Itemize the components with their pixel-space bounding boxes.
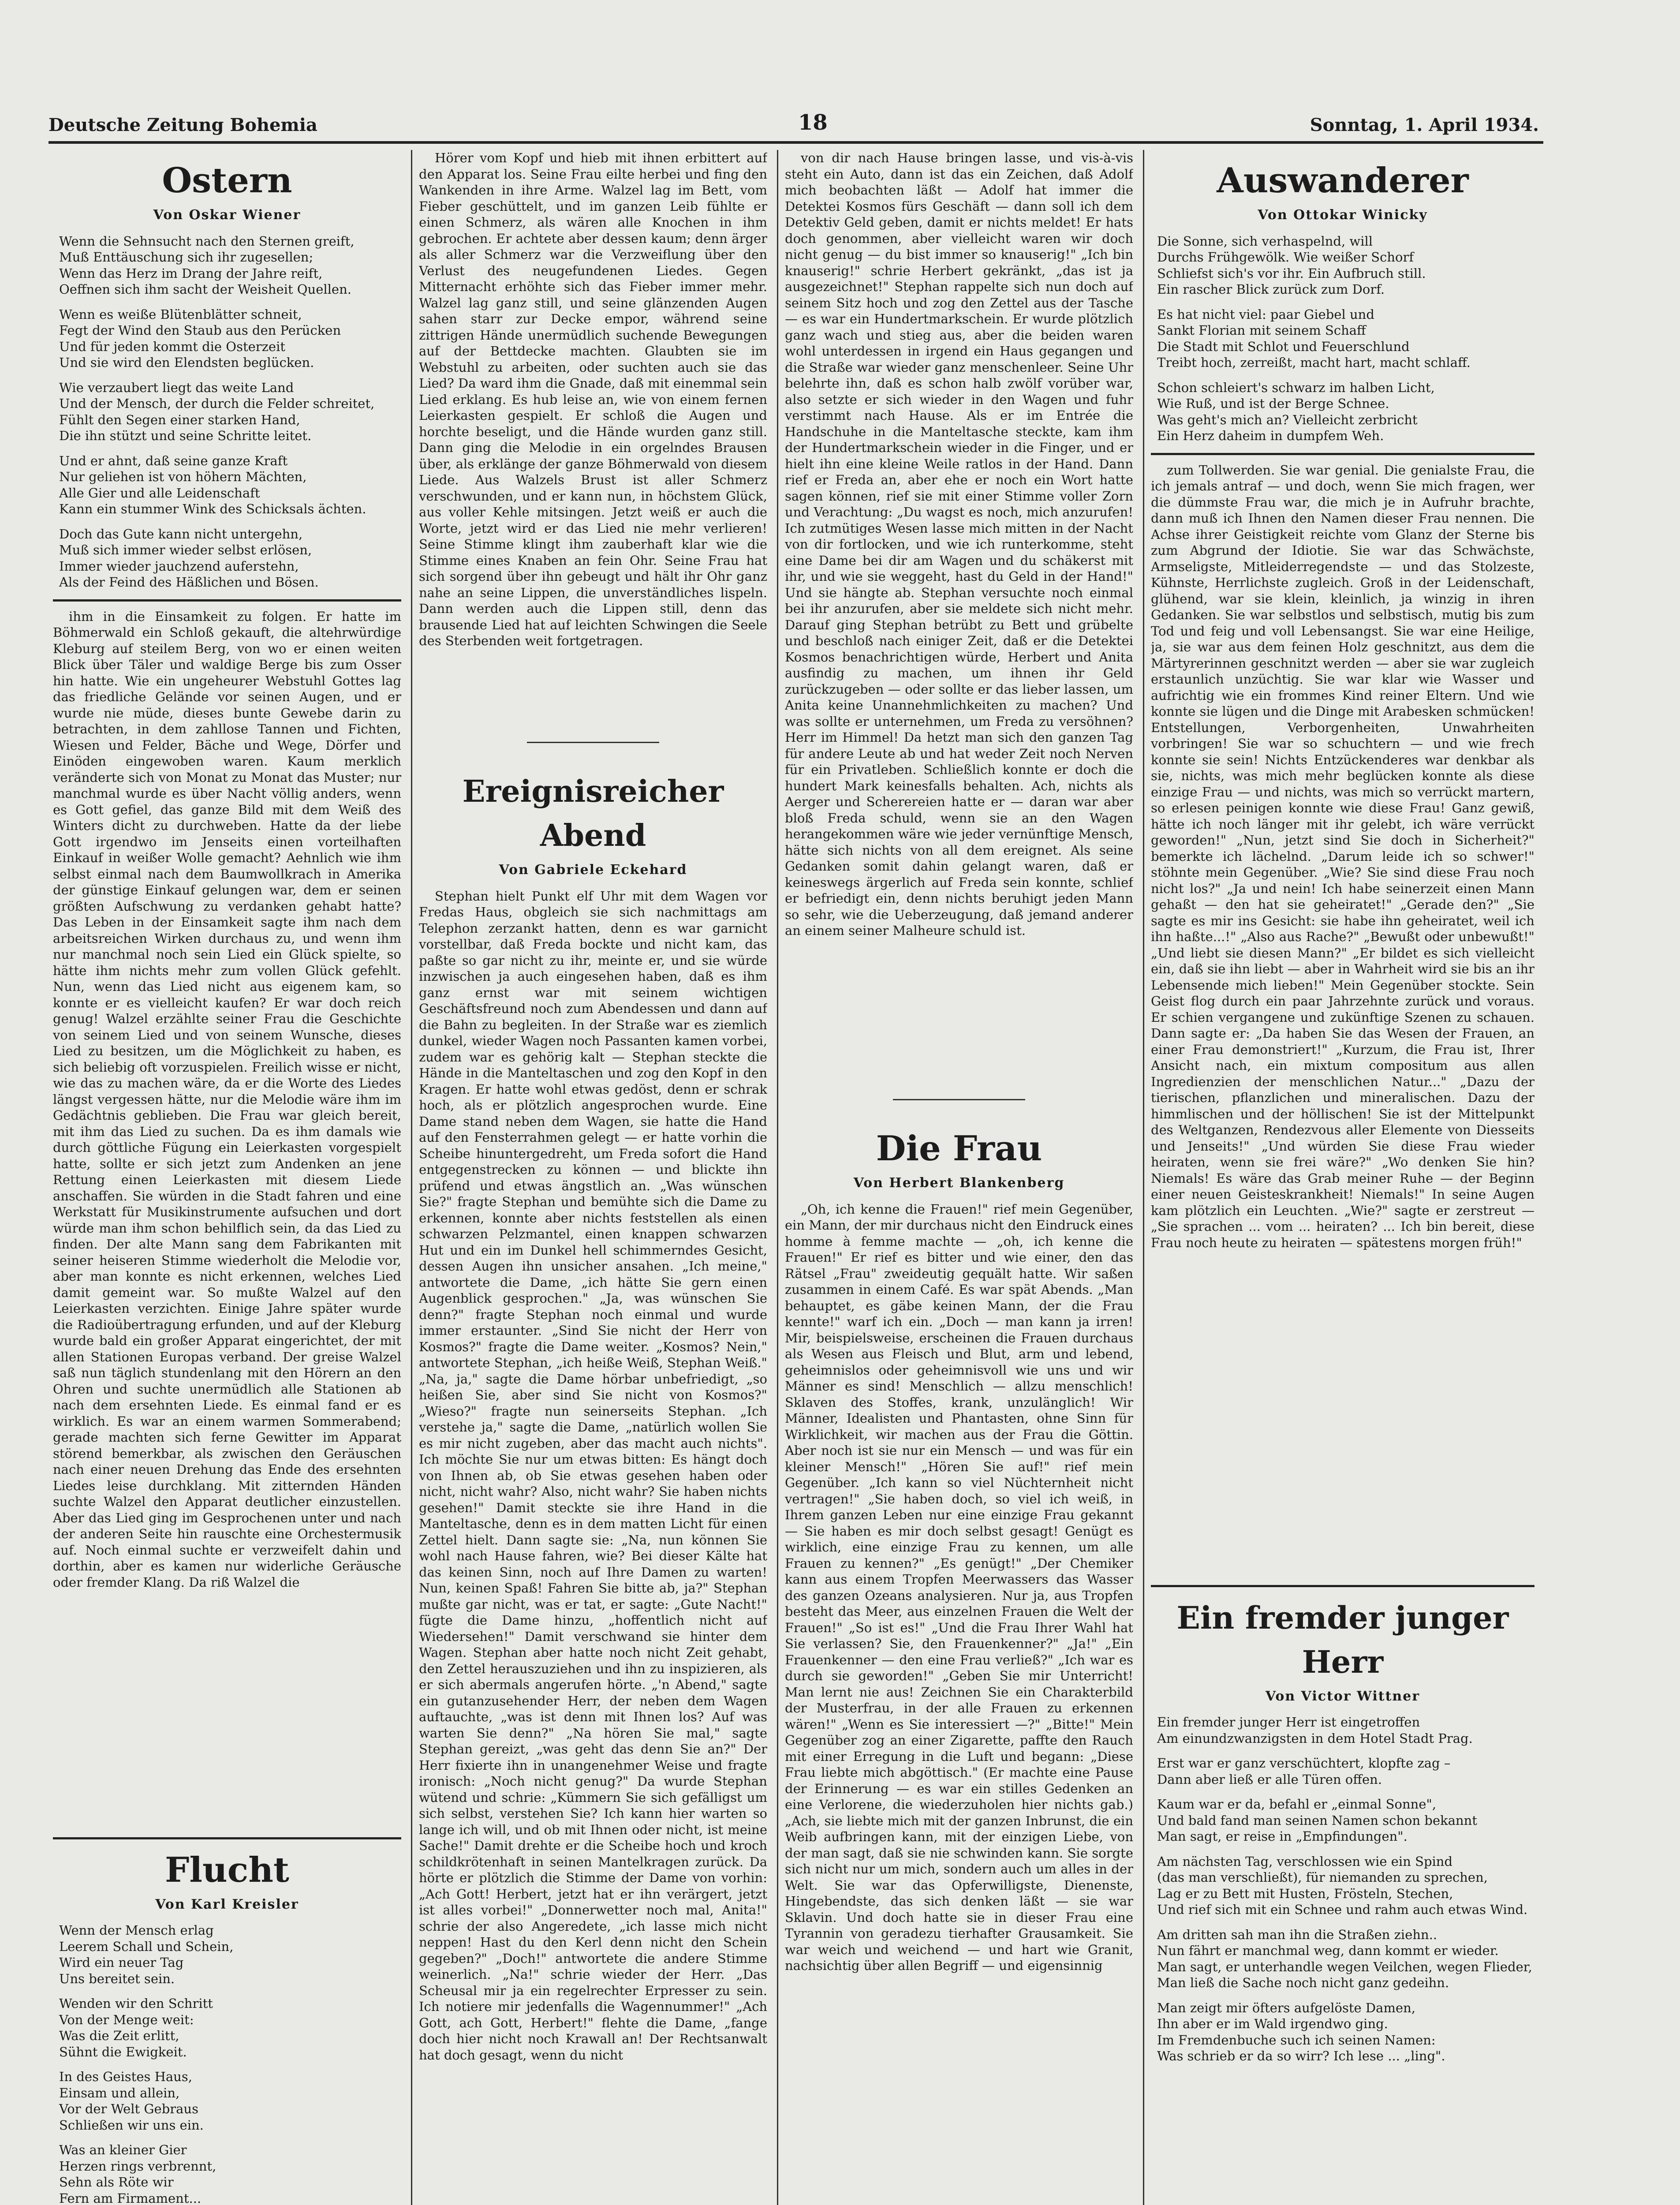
ein-fremder-junger-herr-byline: Von Victor Wittner bbox=[1265, 1688, 1420, 1704]
ereignisreicher-abend-title: Ereignisreicher Abend bbox=[462, 774, 724, 853]
auswanderer-stanza-2: Es hat nicht viel: paar Giebel und Sankt Florian mit seinem Schaff Die Stadt mit Schlot und Feuerschlund Treibt hoch, zerreißt, macht hart, macht schlaff. bbox=[1157, 306, 1471, 370]
issue-date: Sonntag, 1. April 1934. bbox=[1310, 115, 1539, 135]
ostern-stanza-1: Wenn die Sehnsucht nach den Sternen greift, Muß Enttäuschung sich ihr zugesellen; Wenn das Herz im Drang der Jahre reift, Oeffnen sich ihm sacht der Weisheit Quellen. bbox=[59, 233, 355, 297]
section-rule bbox=[527, 742, 659, 743]
ostern-poem bbox=[53, 233, 401, 590]
section-rule bbox=[1151, 1585, 1534, 1587]
auswanderer-title: Auswanderer bbox=[1217, 161, 1469, 201]
ein-fremder-junger-herr-title: Ein fremder junger Herr bbox=[1176, 1599, 1509, 1680]
column-divider bbox=[411, 150, 412, 2205]
column-divider bbox=[777, 150, 778, 2205]
story-continuation-text: Hörer vom Kopf und hieb mit ihnen erbittert auf den Apparat los. Seine Frau eilte herbei und fing den Wankenden in ihre Arme. Walzel lag im Bett, vom Fieber geschüttelt, und im ganzen Leib fühlte er einen Schmerz, als wären alle Knochen in ihm gebrochen. Er achtete aber dessen kaum; denn ärger als aller Schmerz war die Verzweiflung über den Verlust des neugefundenen Liedes. Gegen Mitternacht erhöhte sich das Fieber immer mehr. Walzel lag ganz still, und seine glänzenden Augen sahen starr zur Decke empor, während seine zittrigen Hände unermüdlich suchende Bewegungen auf der Bettdecke machten. Glaubten sie im Webstuhl zu arbeiten, oder suchten auch sie das Lied? Da ward ihm die Gnade, daß mit einemmal sein Lied erklang. Es hub leise an, wie von einem fernen Leierkasten gespielt. Er schloß die Augen und horchte beseligt, und die Hände wurden ganz still. Dann ging die Melodie in ein orgelndes Brausen über, als erklänge der ganze Böhmerwald von diesem Liede. Aus Walzels Brust ist aller Schmerz verschwunden, und er kann nun, in höchstem Glück, aus voller Kehle mitsingen. Jetzt weiß er auch die Worte, jetzt wird er das Lied nie mehr verlieren! Seine Stimme klingt ihm zauberhaft klar wie die Stimme eines Knaben an fein Ohr. Seine Frau hat sich sorgend über ihn gebeugt und hält ihr Ohr ganz nahe an seine Lippen, die unverständliches lispeln. Dann werden auch die Lippen still, denn das brausende Lied hat auf leichten Schwingen die Seele des Sterbenden weit fortgetragen. bbox=[419, 150, 767, 648]
column-1 bbox=[53, 150, 401, 2205]
auswanderer-byline: Von Ottokar Winicky bbox=[1258, 207, 1428, 223]
flucht-title: Flucht bbox=[165, 1850, 289, 1890]
ereignisreicher-abend-text: Stephan hielt Punkt elf Uhr mit dem Wagen vor Fredas Haus, obgleich sie sich nachmittags am Telephon zerzankt hatten, denn es war garnicht vorstellbar, daß Freda bockte und nicht kam, das paßte so gar nicht zu ihr, meinte er, und sie würde inzwischen ja auch eingesehen haben, daß es ihm ganz ernst war mit seinem wichtigen Geschäftsfreund noch zum Abendessen und dann auf die Bahn zu begleiten. In der Straße war es ziemlich dunkel, wieder Wagen noch Passanten kamen vorbei, zudem war es gehörig kalt — Stephan steckte die Hände in die Manteltaschen und zog den Kopf in den Kragen. Er hatte wohl etwas gedöst, denn er schrak hoch, als er plötzlich angesprochen wurde. Eine Dame stand neben dem Wagen, sie hatte die Hand auf den Fensterrahmen gelegt — er hatte vorhin die Scheibe hinuntergedreht, um Freda sofort die Hand entgegenstrecken zu können — und blickte ihn prüfend und etwas ängstlich an. „Was wünschen Sie?" fragte Stephan und bemühte sich die Dame zu erkennen, konnte aber nichts feststellen als einen schwarzen Pelzmantel, einen knappen schwarzen Hut und ein im Dunkel hell schimmerndes Gesicht, dessen Augen ihn unsicher ansahen. „Ich meine," antwortete die Dame, „ich hätte Sie gern einen Augenblick gesprochen." „Ja, was wünschen Sie denn?" fragte Stephan noch einmal und wurde immer erstaunter. „Sind Sie nicht der Herr von Kosmos?" fragte die Dame weiter. „Kosmos? Nein," antwortete Stephan, „ich heiße Weiß, Stephan Weiß." „Na, ja," sagte die Dame hörbar unbefriedigt, „so heißen Sie, aber sind Sie nicht von Kosmos?" „Wieso?" fragte nun seinerseits Stephan. „Ich verstehe ja," sagte die Dame, „natürlich wollen Sie es mir nicht zugeben, aber das macht auch nichts". Ich möchte Sie nur um etwas bitten: Es hängt doch von Ihnen ab, ob Sie etwas gesehen haben oder nicht, nicht wahr? Also, nicht wahr? Sie haben nichts gesehen!" Damit steckte sie ihre Hand in die Manteltasche, denn es in dem matten Licht für einen Zettel hielt. Dann sagte sie: „Na, nun können Sie wohl nach Hause fahren, wie? Bei dieser Kälte hat das keinen Sinn, noch auf Ihre Damen zu warten! Nun, keinen Spaß! Fahren Sie bitte ab, ja?" Stephan mußte gar nicht, was er tat, er sagte: „Gute Nacht!" fügte die Dame hinzu, „hoffentlich nicht auf Wiedersehen!" Damit verschwand sie hinter dem Wagen. Stephan aber hatte noch nicht Zeit gehabt, den Zettel herauszuziehen und ihn zu inspizieren, als er sich abermals angerufen hörte. „'n Abend," sagte ein gutanzusehender Herr, der neben dem Wagen auftauchte, „was ist denn mit Ihnen los? Auf was warten Sie denn?" „Na hören Sie mal," sagte Stephan gereizt, „was geht das denn Sie an?" Der Herr fixierte ihn in unangenehmer Weise und fragte ironisch: „Noch nicht genug?" Da wurde Stephan wütend und schrie: „Kümmern Sie sich gefälligst um sich selbst, verstehen Sie? Ich kann hier warten so lange ich will, und ob mit Ihnen oder nicht, ist meine Sache!" Damit drehte er die Scheibe hoch und kroch schildkrötenhaft in seinen Mantelkragen zurück. Da hörte er plötzlich die Stimme der Dame von vorhin: „Ach Gott! Herbert, jetzt hat er ihn verärgert, jetzt ist alles vorbei!" „Donnerwetter noch mal, Anita!" schrie der also Angeredete, „ich lasse mich nicht neppen! Hast du den Kerl denn nicht den Schein gegeben?" „Doch!" antwortete die andere Stimme weinerlich. „Na!" schrie wieder der Herr. „Das Scheusal mir ja ein regelrechter Erpresser zu sein. Ich notiere mir jedenfalls die Wagennummer!" „Ach Gott, ach Gott, Herbert!" flehte die Dame, „fange doch hier nicht noch Krawall an! Der Rechtsanwalt hat doch gesagt, wenn du nicht bbox=[419, 888, 767, 2063]
header-rule bbox=[49, 141, 1543, 144]
section-rule bbox=[53, 599, 401, 602]
fremder-stanza-4: Am nächsten Tag, verschlossen wie ein Spind (das man verschließt), für niemanden zu sprechen, Lag er zu Bett mit Husten, Frösteln, Stechen, Und rief sich mit ein Schnee und rahm auch etwas Wind. bbox=[1157, 1854, 1528, 1917]
flucht-stanza-2: Wenden wir den Schritt Von der Menge weit: Was die Zeit erlitt, Sühnt die Ewigkeit. bbox=[59, 1996, 213, 2059]
die-frau-continuation-text: zum Tollwerden. Sie war genial. Die genialste Frau, die ich jemals antraf — und doch, wenn Sie mich fragen, wer die dümmste Frau war, die mich je in Aufruhr brachte, dann muß ich Ihnen den Namen dieser Frau nennen. Die Achse ihrer Geistigkeit reichte vom Glanz der Sterne bis zum Abgrund der Idiotie. Sie war das Schwächste, Armseligste, Mitleiderregendste — und das Stolzeste, Kühnste, Herrlichste zugleich. Groß in der Leidenschaft, glühend, war sie klein, kleinlich, ja winzig in ihren Gedanken. Sie war selbstlos und selbstisch, mutig bis zum Tod und feig und voll Lebensangst. Sie war eine Heilige, ja, sie war aus dem feinen Holz geschnitzt, aus dem die Märtyrerinnen geschnitzt werden — aber sie war zugleich erstaunlich unzüchtig. Sie war klar wie Wasser und aufrichtig wie ein frommes Kind reiner Eltern. Und wie konnte sie lügen und die Dinge mit Arabesken schmücken! Entstellungen, Verborgenheiten, Unwahrheiten vorbringen! Sie war so schuchtern — und wie frech konnte sie sein! Nichts Entzückenderes war denkbar als sie, nichts, was mich mehr beglücken konnte als diese einzige Frau — und nichts, was mich so verrückt martern, so erlesen peinigen konnte wie diese Frau! Ganz gewiß, hätte ich noch länger mit ihr gelebt, ich wäre verrückt geworden!" „Nun, jetzt sind Sie doch in Sicherheit?" bemerkte ich lächelnd. „Darum leide ich so schwer!" stöhnte mein Gegenüber. „Wie? Sie sind diese Frau noch nicht los?" „Ja und nein! Ich habe seinerzeit einen Mann gehaßt — den hat sie geheiratet!" „Gerade den?" „Sie sagte es mir ins Gesicht: sie habe ihn geheiratet, weil ich ihn haßte...!" „Also aus Rache?" „Bewußt oder unbewußt!" „Und liebt sie diesen Mann?" „Er bildet es sich vielleicht ein, daß sie ihn liebt — aber in Wahrheit wird sie bis an ihr Lebensende mich lieben!" Mein Gegenüber stockte. Sein Geist flog durch ein paar Jahrzehnte zurück und voraus. Er schien vergangene und zukünftige Szenen zu schauen. Dann sagte er: „Da haben Sie das Wesen der Frauen, an einer Frau demonstriert!" „Kurzum, die Frau ist, Ihrer Ansicht nach, ein mixtum compositum aus allen Ingredienzien der menschlichen Natur..." „Dazu der tierischen, pflanzlichen und mineralischen. Dazu der himmlischen und der höllischen! Sie ist der Mittelpunkt des Weltganzen, Rendezvous aller Elemente von Diesseits und Jenseits!" „Und würden Sie diese Frau wieder heiraten, wenn sie frei wäre?" „Wo denken Sie hin? Niemals! Es wäre das Grab meiner Ruhe — der Beginn einer neuen Geisteskrankheit! Niemals!" In seine Augen kam plötzlich ein Leuchten. „Wie?" sagte er zerstreut — „Sie sprachen ... vom ... heiraten? ... Ich bin bereit, diese Frau noch heute zu heiraten — spätestens morgen früh!" bbox=[1151, 462, 1534, 1250]
ereignisreicher-abend-byline: Von Gabriele Eckehard bbox=[499, 862, 687, 878]
auswanderer-stanza-3: Schon schleiert's schwarz im halben Licht, Wie Ruß, und ist der Berge Schnee. Was geht's mich an? Vielleicht zerbricht Ein Herz daheim in dumpfem Weh. bbox=[1157, 380, 1435, 443]
ostern-title: Ostern bbox=[162, 161, 292, 201]
auswanderer-poem bbox=[1151, 233, 1534, 444]
die-frau-text: „Oh, ich kenne die Frauen!" rief mein Gegenüber, ein Mann, der mir durchaus nicht den Eindruck eines homme à femme machte — „oh, ich kenne die Frauen!" Er rief es bitter und wie einer, den das Rätsel „Frau" zweideutig gequält hatte. Wir saßen zusammen in einem Café. Es war spät Abends. „Man behauptet, es gäbe keinen Mann, der die Frau kennte!" warf ich ein. „Doch — man kann ja irren! Mir, beispielsweise, erscheinen die Frauen durchaus als Wesen aus Fleisch und Blut, arm und lebend, geheimnislos oder geheimnisvoll wie uns und wir Männer es sind! Menschlich — allzu menschlich! Sklaven des Stoffes, krank, unzulänglich! Wir Männer, Idealisten und Phantasten, ohne Sinn für Wirklichkeit, wir machen aus der Frau die Göttin. Aber noch ist sie nur ein Mensch — und was für ein kleiner Mensch!" „Hören Sie auf!" rief mein Gegenüber. „Ich kann so viel Nüchternheit nicht vertragen!" „Sie haben doch, so viel ich weiß, in Ihrem ganzen Leben nur eine einzige Frau gekannt — Sie haben es mir doch selbst gesagt! Genügt es wirklich, eine einzige Frau zu kennen, um alle Frauen zu kennen?" „Es genügt!" „Der Chemiker kann aus einem Tropfen Meerwassers das Wasser des ganzen Ozeans analysieren. Nur ja, aus Tropfen besteht das Meer, aus einzelnen Frauen die Welt der Frauen!" „So ist es!" „Und die Frau Ihrer Wahl hat Sie verlassen? Sie, den Frauenkenner?" „Ja!" „Ein Frauenkenner — den eine Frau verließ?" „Ich war es durch sie geworden!" „Geben Sie mir Unterricht! Man lernt nie aus! Zeichnen Sie ein Charakterbild der Musterfrau, in der alle Frauen zu erkennen wären!" „Wenn es Sie interessiert —?" „Bitte!" Mein Gegenüber zog an einer Zigarette, paffte den Rauch mit einer Erregung in die Luft und begann: „Diese Frau liebte mich abgöttisch." (Er machte eine Pause der Erinnerung — es war ein stilles Gedenken an eine Verlorene, die wiederzuholen hier nichts gab.) „Ach, sie liebte mich mit der ganzen Inbrunst, die ein Weib aufbringen kann, mit der einzigen Liebe, von der man sagt, daß sie nie schwinden kann. Sie sorgte sich nicht nur um mich, sondern auch um alles in der Welt. Sie war das Opferwilligste, Dienenste, Hingebendste, das sich denken läßt — sie war Sklavin. Und doch hatte sie in dieser Frau eine Tyrannin von geradezu tierhafter Grausamkeit. Sie war weich und weichend — und hart wie Granit, nachsichtig über allen Begriff — und eigensinnig bbox=[785, 1201, 1133, 1973]
column-2 bbox=[419, 150, 767, 2205]
ein-fremder-junger-herr-poem bbox=[1151, 1714, 1534, 2064]
flucht-byline: Von Karl Kreisler bbox=[155, 1896, 299, 1912]
fremder-stanza-3: Kaum war er da, befahl er „einmal Sonne", Und bald fand man seinen Namen schon bekannt Man sagt, er reise in „Empfindungen". bbox=[1157, 1797, 1478, 1844]
fremder-stanza-5: Am dritten sah man ihn die Straßen ziehn.. Nun fährt er manchmal weg, dann kommt er wieder. Man sagt, er unterhandle wegen Veilchen, wegen Flieder, Man ließ die Sache noch nicht ganz gedeihn. bbox=[1157, 1927, 1532, 1990]
fremder-stanza-1: Ein fremder junger Herr ist eingetroffen Am einundzwanzigsten in dem Hotel Stadt Prag. bbox=[1157, 1715, 1473, 1746]
ostern-stanza-2: Wenn es weiße Blütenblätter schneit, Fegt der Wind den Staub aus den Perücken Und für jeden kommt die Osterzeit Und sie wird den Elendsten beglücken. bbox=[59, 306, 341, 370]
ostern-stanza-5: Doch das Gute kann nicht untergehn, Muß sich immer wieder selbst erlösen, Immer wieder jauchzend auferstehn, Als der Feind des Häßlichen und Bösen. bbox=[59, 526, 319, 590]
flucht-stanza-3: In des Geistes Haus, Einsam und allein, Vor der Welt Gebraus Schließen wir uns ein. bbox=[59, 2069, 204, 2133]
flucht-stanza-1: Wenn der Mensch erlag Leerem Schall und Schein, Wird ein neuer Tag Uns bereitet sein. bbox=[59, 1923, 234, 1986]
section-rule bbox=[893, 1099, 1025, 1100]
die-frau-title: Die Frau bbox=[876, 1129, 1042, 1169]
section-rule bbox=[53, 1837, 401, 1839]
section-rule bbox=[1151, 453, 1534, 455]
die-frau-byline: Von Herbert Blankenberg bbox=[853, 1175, 1065, 1191]
fremder-stanza-6: Man zeigt mir öfters aufgelöste Damen, Ihn aber er im Wald irgendwo ging. Im Fremdenbuche such ich seinen Namen: Was schrieb er da so wirr? Ich lese ... „ling". bbox=[1157, 2000, 1445, 2063]
column-3 bbox=[785, 150, 1133, 2205]
story-continuation-text: ihm in die Einsamkeit zu folgen. Er hatte im Böhmerwald ein Schloß gekauft, die altehrwürdige Kleburg auf steilem Berg, von wo er einen weiten Blick über Täler und waldige Berge bis zum Osser hin hatte. Wie ein ungeheurer Webstuhl Gottes lag das friedliche Gelände vor seinen Augen, und er wurde nie müde, dieses bunte Gewebe darin zu betrachten, in dem zahllose Tannen und Fichten, Wiesen und Felder, Bäche und Wege, Dörfer und Einöden eingewoben waren. Kaum merklich veränderte sich von Monat zu Monat das Muster; nur manchmal wurde es über Nacht völlig anders, wenn es Gott gefiel, das ganze Bild mit dem Weiß des Winters dicht zu durchweben. Hatte da der liebe Gott irgendwo im Jenseits einen vorteilhaften Einkauf in weißer Wolle gemacht? Aehnlich wie ihm selbst einmal nach dem Baumwollkrach in Amerika der günstige Einkauf gelungen war, dem er seinen größten Aufschwung zu verdanken gehabt hatte? Das Leben in der Einsamkeit sagte ihm nach dem arbeitsreichen Wirken durchaus zu, und wenn ihm nur manchmal noch sein Lied ein Glück spielte, so hätte ihm nichts mehr zum vollen Glück gefehlt. Nun, wenn das Lied nicht aus eigenem kam, so konnte er es vielleicht kaufen? Er war doch reich genug! Walzel erzählte seiner Frau die Geschichte von seinem Lied und von seinem Wunsche, dieses Lied zu besitzen, um die Möglichkeit zu haben, es sich beliebig oft vorzuspielen. Freilich wisse er nicht, wie das zu machen wäre, da er die Worte des Liedes längst vergessen hätte, nur die Melodie wäre ihm im Gedächtnis geblieben. Die Frau war gleich bereit, mit ihm das Lied zu suchen. Da es ihm damals wie durch göttliche Fügung ein Leierkasten vorgespielt hatte, sollte er sich jetzt zum Andenken an jene Rettung einen Leierkasten mit diesem Liede anschaffen. Sie würden in die Stadt fahren und eine Werkstatt für Musikinstrumente aufsuchen und dort würde man ihm schon behilflich sein, da das Lied zu finden. Der alte Mann sang dem Fabrikanten mit seiner heiseren Stimme wiederholt die Melodie vor, aber man konnte es nicht erkennen, welches Lied damit gemeint war. So mußte Walzel auf den Leierkasten verzichten. Einige Jahre später wurde die Radioübertragung erfunden, und auf der Kleburg wurde bald ein großer Apparat eingerichtet, der mit allen Stationen Europas verband. Der greise Walzel saß nun täglich stundenlang mit den Hörern an den Ohren und suchte unermüdlich alle Stationen ab nach dem ersehnten Liede. Es einmal fand er es wirklich. Es war an einem warmen Sommerabend; gerade machten sich ferne Gewitter im Apparat störend bemerkbar, als zwischen den Geräuschen nach einer neuen Drehung das Ende des ersehnten Liedes leise durchklang. Mit zitternden Händen suchte Walzel den Apparat deutlicher einzustellen. Aber das Lied ging im Gesprochenen unter und nach der anderen Seite hin rauschte eine Orchestermusik auf. Noch einmal suchte er verzweifelt dahin und dorthin, aber es kamen nur widerliche Geräusche oder fremder Klang. Da riß Walzel die bbox=[53, 609, 401, 1590]
flucht-poem bbox=[53, 1922, 401, 2205]
story-continuation-text: von dir nach Hause bringen lasse, und vis-à-vis steht ein Auto, dann ist das ein Zeichen, daß Adolf mich beobachten läßt — Adolf hat immer die Detektei Kosmos fürs Geschäft — dann soll ich dem Detektiv Geld geben, damit er nichts meldet! Er hats doch genommen, aber vielleicht waren wir doch nicht genug — du bist immer so knauserig!" „Ich bin knauserig!" schrie Herbert gekränkt, „das ist ja ausgezeichnet!" Stephan rappelte sich nun doch auf seinem Sitz hoch und zog den Zettel aus der Tasche — es war ein Hundertmarkschein. Er wurde plötzlich ganz wach und stieg aus, aber die beiden waren wohl unterdessen in irgend ein Haus gegangen und die Straße war wieder ganz menschenleer. Seine Uhr belehrte ihn, daß es schon halb zwölf vorüber war, also setzte er sich wieder in den Wagen und fuhr verstimmt nach Hause. Als er im Entrée die Handschuhe in die Manteltasche steckte, kam ihm der Hundertmarkschein wieder in die Finger, und er hielt ihn eine kleine Weile ratlos in der Hand. Dann rief er Freda an, aber ehe er noch ein Wort hatte sagen können, rief sie mit einer Stimme voller Zorn und Verachtung: „Du wagst es noch, mich anzurufen! Ich zutmütiges Wesen lasse mich mitten in der Nacht von dir fortlocken, und wie ich runterkomme, steht eine Dame bei dir am Wagen und du schäkerst mit ihr, und wie sie weggeht, hast du Geld in der Hand!" Und sie hängte ab. Stephan versuchte noch einmal bei ihr anzurufen, aber sie meldete sich nicht mehr. Darauf ging Stephan betrübt zu Bett und grübelte und beschloß nach einiger Zeit, daß er die Detektei Kosmos benachrichtigen würde, Herbert und Anita ausfindig zu machen, um ihnen ihr Geld zurückzugeben — oder sollte er das lieber lassen, um Anita keine Unannehmlichkeiten zu machen? Und was sollte er unternehmen, um Freda zu versöhnen? Herr im Himmel! Da hetzt man sich den ganzen Tag für andere Leute ab und hat weder Zeit noch Nerven für ein Privatleben. Schließlich konnte er doch die hundert Mark keinesfalls behalten. Ach, nichts als Aerger und Scherereien hatte er — daran war aber bloß Freda schuld, wenn sie an den Wagen herangekommen wäre wie jeder vernünftige Mensch, hätte sich nichts von all dem ereignet. Als seine Gedanken somit dahin gelangt waren, daß er keineswegs ärgerlich auf Freda sein konnte, schlief er befriedigt ein, denn nichts beruhigt jeden Mann so sehr, wie die Ueberzeugung, daß jemand anderer an einem seiner Malheure schuld ist. bbox=[785, 150, 1133, 938]
fremder-stanza-2: Erst war er ganz verschüchtert, klopfte zag – Dann aber ließ er alle Türen offen. bbox=[1157, 1756, 1451, 1787]
page-header bbox=[49, 110, 1539, 141]
column-4 bbox=[1151, 150, 1534, 2205]
flucht-stanza-4: Was an kleiner Gier Herzen rings verbrennt, Sehn als Röte wir Fern am Firmament... bbox=[59, 2142, 217, 2205]
newspaper-name: Deutsche Zeitung Bohemia bbox=[49, 115, 317, 135]
column-divider bbox=[1143, 150, 1144, 2205]
page-number: 18 bbox=[798, 110, 828, 135]
ostern-stanza-4: Und er ahnt, daß seine ganze Kraft Nur geliehen ist von höhern Mächten, Alle Gier und alle Leidenschaft Kann ein stummer Wink des Schicksals ächten. bbox=[59, 453, 366, 516]
ostern-stanza-3: Wie verzaubert liegt das weite Land Und der Mensch, der durch die Felder schreitet, Fühlt den Segen einer starken Hand, Die ihn stützt und seine Schritte leitet. bbox=[59, 380, 375, 443]
ostern-byline: Von Oskar Wiener bbox=[153, 207, 301, 223]
auswanderer-stanza-1: Die Sonne, sich verhaspelnd, will Durchs Frühgewölk. Wie weißer Schorf Schliefst sich's vor ihr. Ein Aufbruch still. Ein rascher Blick zurück zum Dorf. bbox=[1157, 233, 1426, 297]
